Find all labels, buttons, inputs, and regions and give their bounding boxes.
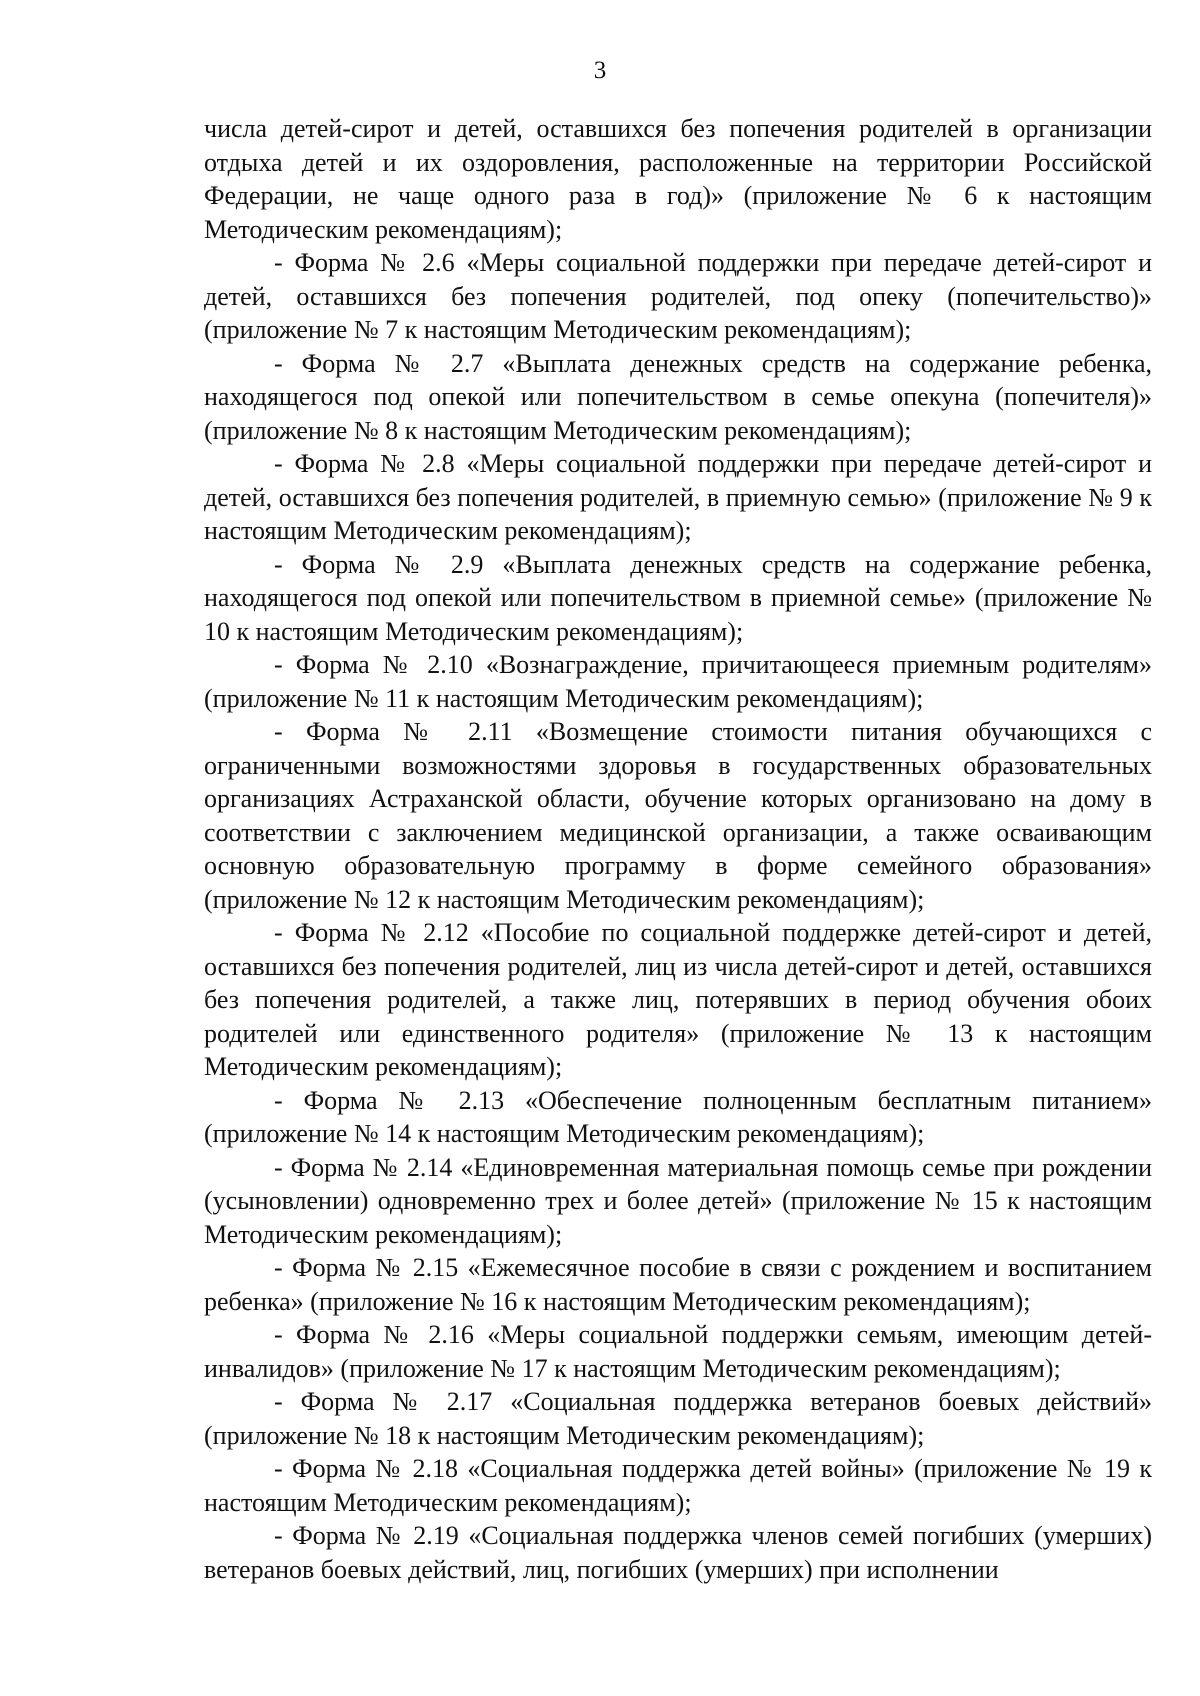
list-item-form-2-9: - Форма № 2.9 «Выплата денежных средств на содержание ребенка, находящегося под опекой или попечительством в приемной семье» (приложение № 10 к настоящим Методическим рекомендациям); xyxy=(204,549,1152,646)
list-item-form-2-19: - Форма № 2.19 «Социальная поддержка членов семей погибших (умерших) ветеранов боевых действий, лиц, погибших (умерших) при исполнении xyxy=(204,1521,1152,1584)
list-item-form-2-13: - Форма № 2.13 «Обеспечение полноценным бесплатным питанием» (приложение № 14 к настоящим Методическим рекомендациям); xyxy=(204,1085,1152,1148)
list-item-form-2-17: - Форма № 2.17 «Социальная поддержка ветеранов боевых действий» (приложение № 18 к настоящим Методическим рекомендациям); xyxy=(204,1387,1152,1450)
list-item-form-2-6: - Форма № 2.6 «Меры социальной поддержки при передаче детей-сирот и детей, оставшихся без попечения родителей, под опеку (попечительство)» (приложение № 7 к настоящим Методическим рекомендациям); xyxy=(204,248,1152,344)
list-item-form-2-15: - Форма № 2.15 «Ежемесячное пособие в связи с рождением и воспитанием ребенка» (приложение № 16 к настоящим Методическим рекомендациям); xyxy=(204,1253,1152,1316)
list-item-form-2-16: - Форма № 2.16 «Меры социальной поддержки семьям, имеющим детей-инвалидов» (приложение № 17 к настоящим Методическим рекомендациям); xyxy=(204,1320,1152,1383)
paragraph-continuation: числа детей-сирот и детей, оставшихся без попечения родителей в организации отдыха детей и их оздоровления, расположенные на территории Российской Федерации, не чаще одного раза в год)» (приложение № 6 к настоящим Методическим рекомендациям); xyxy=(204,114,1152,244)
list-item-form-2-10: - Форма № 2.10 «Вознаграждение, причитающееся приемным родителям» (приложение № 11 к настоящим Методическим рекомендациям); xyxy=(204,650,1152,713)
page-number: 3 xyxy=(593,57,607,84)
document-body xyxy=(204,112,1152,1586)
list-item-form-2-7: - Форма № 2.7 «Выплата денежных средств на содержание ребенка, находящегося под опекой или попечительством в семье опекуна (попечителя)» (приложение № 8 к настоящим Методическим рекомендациям); xyxy=(204,348,1152,445)
list-item-form-2-11: - Форма № 2.11 «Возмещение стоимости питания обучающихся с ограниченными возможностями здоровья в государственных образовательных организациях Астраханской области, обучение которых организовано на дому в соответствии с заключением медицинской организации, а также осваивающим основную образовательную программу в форме семейного образования» (приложение № 12 к настоящим Методическим рекомендациям); xyxy=(204,717,1152,914)
list-item-form-2-18: - Форма № 2.18 «Социальная поддержка детей войны» (приложение № 19 к настоящим Методическим рекомендациям); xyxy=(204,1454,1152,1517)
list-item-form-2-14: - Форма № 2.14 «Единовременная материальная помощь семье при рождении (усыновлении) одновременно трех и более детей» (приложение № 15 к настоящим Методическим рекомендациям); xyxy=(204,1152,1152,1249)
list-item-form-2-8: - Форма № 2.8 «Меры социальной поддержки при передаче детей-сирот и детей, оставшихся без попечения родителей, в приемную семью» (приложение № 9 к настоящим Методическим рекомендациям); xyxy=(204,449,1152,545)
list-item-form-2-12: - Форма № 2.12 «Пособие по социальной поддержке детей-сирот и детей, оставшихся без попечения родителей, лиц из числа детей-сирот и детей, оставшихся без попечения родителей, а также лиц, потерявших в период обучения обоих родителей или единственного родителя» (приложение № 13 к настоящим Методическим рекомендациям); xyxy=(204,918,1152,1081)
